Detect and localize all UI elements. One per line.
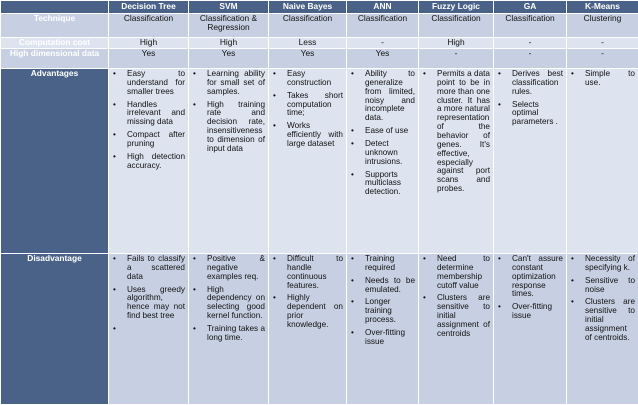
list-item: • Longer training process. <box>365 298 415 325</box>
bullet-list <box>349 70 415 197</box>
bullet-list <box>421 70 490 194</box>
bullet-list <box>349 255 415 347</box>
table-cell: Classification <box>419 14 494 38</box>
table-cell: High <box>419 38 494 49</box>
table-cell: Less <box>269 38 347 49</box>
list-item: • Clusters are sensitive to initial assignment of centroids <box>437 294 490 338</box>
list-item: • Sensitive to noise <box>585 277 635 295</box>
list-item: • Compact after pruning <box>127 131 185 149</box>
list-item: • Can't assure constant optimization response times. <box>512 255 563 299</box>
table-cell: Yes <box>347 49 419 69</box>
table-cell: Classification & Regression <box>189 14 269 38</box>
list-item: • Works efficiently with large dataset <box>287 122 343 149</box>
bullet-list <box>569 70 635 88</box>
bullet-list <box>496 255 563 321</box>
table-cell: Yes <box>269 49 347 69</box>
list-item: • Simple to use. <box>585 70 635 88</box>
list-item: • Permits a data point to be in more than one cluster. It has a more natural representation of the behavior of genes. It's effective, especially against port scans and probes. <box>437 70 490 194</box>
list-item: • Handles irrelevant and missing data <box>127 101 185 128</box>
header-svm: SVM <box>189 1 269 14</box>
table-cell: Classification <box>347 14 419 38</box>
list-item: • Takes short computation time; <box>287 92 343 119</box>
disadvantage-cell <box>189 254 269 405</box>
list-item: • Highly dependent on prior knowledge. <box>287 294 343 329</box>
list-item: • High dependency on selecting good kernel function. <box>207 286 265 321</box>
table-cell: Yes <box>189 49 269 69</box>
list-item: • Needs to be emulated. <box>365 277 415 295</box>
table-cell: High <box>189 38 269 49</box>
advantages-cell <box>109 69 189 254</box>
table-cell: Yes <box>109 49 189 69</box>
row-technique <box>1 14 638 38</box>
advantages-cell <box>189 69 269 254</box>
header-fuzzy-logic: Fuzzy Logic <box>419 1 494 14</box>
list-item: • Learning ability for small set of samples. <box>207 70 265 97</box>
bullet-list <box>421 255 490 339</box>
table-cell: - <box>567 38 638 49</box>
row-high-dimensional-data <box>1 49 638 69</box>
list-item: • Clusters are sensitive to initial assignment of centroids. <box>585 298 635 342</box>
header-decision-tree: Decision Tree <box>109 1 189 14</box>
disadvantage-cell <box>419 254 494 405</box>
header-corner <box>1 1 109 14</box>
disadvantage-cell <box>347 254 419 405</box>
table-cell: Clustering <box>567 14 638 38</box>
disadvantage-cell <box>567 254 638 405</box>
list-item: • Supports multiclass detection. <box>365 171 415 198</box>
disadvantage-cell <box>109 254 189 405</box>
table-cell: - <box>347 38 419 49</box>
table-cell: - <box>567 49 638 69</box>
list-item: • Positive & negative examples req. <box>207 255 265 282</box>
bullet-list <box>496 70 563 127</box>
bullet-list <box>271 255 343 330</box>
row-disadvantage <box>1 254 638 405</box>
list-item: • Training takes a long time. <box>207 325 265 343</box>
disadvantage-cell <box>494 254 567 405</box>
table-cell: - <box>494 38 567 49</box>
table-cell: Classification <box>109 14 189 38</box>
list-item: • Difficult to handle continuous features. <box>287 255 343 290</box>
list-item: • Uses greedy algorithm, hence may not find best tree <box>127 286 185 321</box>
advantages-cell <box>347 69 419 254</box>
table-cell: - <box>419 49 494 69</box>
list-item: • Derives best classification rules. <box>512 70 563 97</box>
list-item: • Fails to classify a scattered data <box>127 255 185 282</box>
row-computation-cost <box>1 38 638 49</box>
advantages-cell <box>494 69 567 254</box>
list-item: • Easy construction <box>287 70 343 88</box>
bullet-list <box>191 70 265 154</box>
advantages-cell <box>269 69 347 254</box>
row-advantages <box>1 69 638 254</box>
list-item <box>127 325 185 334</box>
bullet-list <box>111 255 185 334</box>
list-item: • Over-fitting issue <box>365 329 415 347</box>
disadvantage-cell <box>269 254 347 405</box>
row-label-advantages: Advantages <box>1 69 109 254</box>
bullet-list <box>111 70 185 171</box>
table-cell: Classification <box>269 14 347 38</box>
list-item: • Detect unknown intrusions. <box>365 140 415 167</box>
table-cell: High <box>109 38 189 49</box>
list-item: • Over-fitting issue <box>512 303 563 321</box>
table-cell: - <box>494 49 567 69</box>
header-row <box>1 1 638 14</box>
list-item: • High training rate and decision rate, insensitiveness to dimension of input data <box>207 101 265 154</box>
row-label-disadvantage: Disadvantage <box>1 254 109 405</box>
header-k-means: K-Means <box>567 1 638 14</box>
bullet-list <box>569 255 635 343</box>
list-item: • Necessity of specifying k. <box>585 255 635 273</box>
header-naive-bayes: Naive Bayes <box>269 1 347 14</box>
table-cell: Classification <box>494 14 567 38</box>
bullet-list <box>271 70 343 149</box>
row-label-computation-cost: Computation cost <box>1 38 109 49</box>
list-item: • Easy to understand for smaller trees <box>127 70 185 97</box>
list-item: • High detection accuracy. <box>127 153 185 171</box>
header-ann: ANN <box>347 1 419 14</box>
advantages-cell <box>419 69 494 254</box>
row-label-high-dimensional-data: High dimensional data <box>1 49 109 69</box>
list-item: • Need to determine membership cutoff value <box>437 255 490 290</box>
list-item: • Ability to generalize from limited, noisy and incomplete data. <box>365 70 415 123</box>
header-ga: GA <box>494 1 567 14</box>
list-item: • Ease of use <box>365 127 415 136</box>
list-item: • Selects optimal parameters . <box>512 101 563 128</box>
row-label-technique: Technique <box>1 14 109 38</box>
list-item: • Training required <box>365 255 415 273</box>
bullet-list <box>191 255 265 343</box>
advantages-cell <box>567 69 638 254</box>
